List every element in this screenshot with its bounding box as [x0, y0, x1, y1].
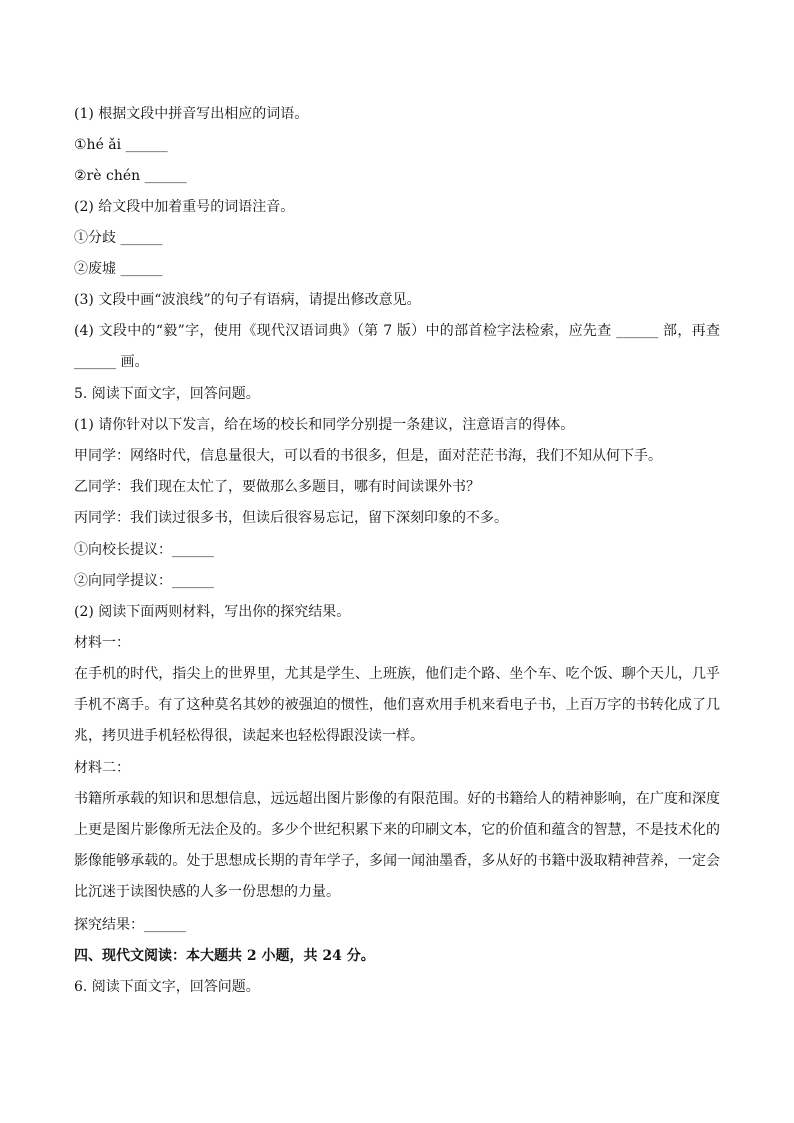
q4-sub2: (2) 给文段中加着重号的词语注音。	[74, 199, 295, 215]
q4-sub3: (3) 文段中画“波浪线”的句子有语病，请提出修改意见。	[74, 292, 421, 308]
q5-principal-suggestion: ①向校长提议：______	[74, 542, 214, 558]
q5-result: 探究结果：______	[74, 917, 186, 933]
q4-sub1: (1) 根据文段中拼音写出相应的词语。	[74, 106, 309, 122]
q5-student-yi: 乙同学：我们现在太忙了，要做那么多题目，哪有时间读课外书？	[74, 479, 480, 495]
q4-sub1-item-b: ②rè chén ______	[74, 168, 187, 184]
q4-sub1-item-a: ①hé ǎi ______	[74, 137, 168, 153]
q5-title: 5. 阅读下面文字，回答问题。	[74, 386, 260, 402]
q4-sub2-item-b: ②废墟 ______	[74, 261, 163, 277]
q5-student-jia: 甲同学：网络时代，信息量很大，可以看的书很多，但是，面对茫茫书海，我们不知从何下手。	[74, 448, 662, 464]
q5-students-suggestion: ②向同学提议：______	[74, 573, 214, 589]
q6-title: 6. 阅读下面文字，回答问题。	[74, 979, 260, 995]
q4-sub4: (4) 文段中的“毅”字，使用《现代汉语词典》（第 7 版）中的部首检字法检索，应先查 ______ 部，再查 ______ 画。	[74, 323, 720, 370]
material1-label: 材料一：	[74, 635, 130, 651]
material1-text: 在手机的时代，指尖上的世界里，尤其是学生、上班族，他们走个路、坐个车、吃个饭、聊个天儿，几乎手机不离手。有了这种莫名其妙的被强迫的惯性，他们喜欢用手机来看电子书，上百万字的书转化成了几兆，拷贝进手机轻松得很，读起来也轻松得跟没读一样。	[74, 666, 720, 744]
q4-sub2-item-a: ①分歧 ______	[74, 230, 163, 246]
material2-text: 书籍所承载的知识和思想信息，远远超出图片影像的有限范围。好的书籍给人的精神影响，在广度和深度上更是图片影像所无法企及的。多少个世纪积累下来的印刷文本，它的价值和蕴含的智慧，不是技术化的影像能够承载的。处于思想成长期的青年学子，多闻一闻油墨香，多从好的书籍中汲取精神营养，一定会比沉迷于读图快感的人多一份思想的力量。	[74, 791, 720, 900]
q5-student-bing: 丙同学：我们读过很多书，但读后很容易忘记，留下深刻印象的不多。	[74, 510, 508, 526]
q5-sub1: (1) 请你针对以下发言，给在场的校长和同学分别提一条建议，注意语言的得体。	[74, 417, 575, 433]
material2-label: 材料二：	[74, 760, 130, 776]
q5-sub2: (2) 阅读下面两则材料，写出你的探究结果。	[74, 604, 351, 620]
section4-heading: 四、现代文阅读：本大题共 2 小题，共 24 分。	[74, 948, 375, 964]
